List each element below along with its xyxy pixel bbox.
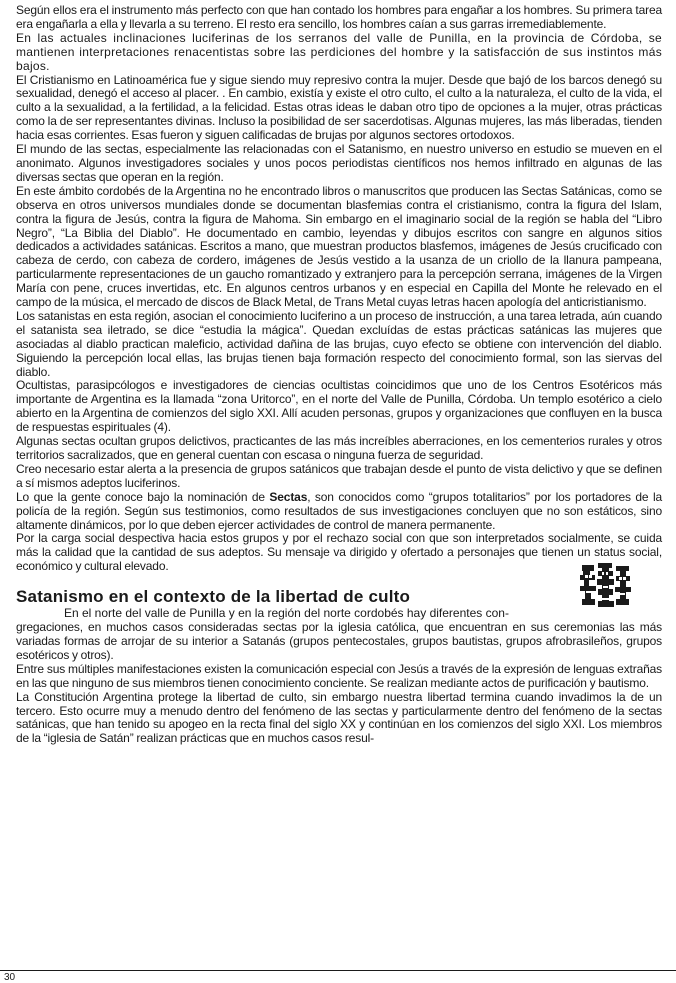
footer-divider: [0, 970, 676, 971]
paragraph-sectas-definition: [16, 491, 662, 533]
paragraph-luciferine-inclinations: En las actuales inclinaciones luciferinas de los serranos del valle de Punilla, en la provincia de Córdoba, se mantienen interpretaciones renacentistas sobre las perdiciones del hombre y la satisfacción de sus instintos más bajos.: [16, 30, 662, 73]
paragraph-criminal-groups: Algunas sectas ocultan grupos delictivos, practicantes de las más increíbles aberraciones, en los cementerios rurales y otros territorios sacralizados, que en general cuentan con escasa o ninguna fuerza de seguridad.: [16, 434, 662, 462]
page-number: 30: [4, 972, 16, 983]
document-page: [16, 4, 662, 746]
section-intro: En el norte del valle de Punilla y en la región del norte cordobés hay diferentes con-: [64, 606, 509, 621]
sectas-bold-term: Sectas: [269, 489, 308, 504]
paragraph-esoteric-centers: Ocultistas, parasipcólogos e investigadores de ciencias ocultistas coincidimos que uno de los Centros Esotéricos más importante de Argentina es la llamada “zona Uritorco”, en el norte del Valle de Punilla, Córdoba. Un templo esotérico a cielo abierto en la Argentina de comienzos del siglo XXI. Allí acuden personas, grupos y organizaciones que confluyen en la busca de respuestas espirituales (4).: [16, 378, 662, 435]
section-paragraph-constitution: La Constitución Argentina protege la libertad de culto, sin embargo nuestra libertad termina cuando invadimos la de un tercero. Esto ocurre muy a menudo dentro del fenómeno de las sectas y particularmente dentro del fenómeno de la sectas satánicas, que han tenido su apogeo en la recta final del siglo XX y continúan en los comienzos del siglo XXI. Los miembros de la “iglesia de Satán” realizan prácticas que en muchos casos resul-: [16, 689, 662, 746]
paragraph-satanists-instruction: Los satanistas en esta región, asocian el conocimiento luciferino a un proceso de instrucción, a una tarea letrada, aún cuando el satanista sea iletrado, se dice “estudia la mágica”. Quedan excluídas de estas prácticas satánicas las mujeres que asociadas al diablo practican maleficio, actividad dañina de las brujas, cuyo efecto se obtiene con intervención del diablo. Siguiendo la percepción local ellas, las brujas tienen baja formación respecto del conocimiento formal, son las siervas del diablo.: [16, 308, 662, 379]
section-heading-block: [16, 587, 662, 621]
sectas-text-after: , son conocidos como “grupos totalitarios” por los portadores de la policía de la región. Según sus testimonios, como resultados de sus investigaciones concluyen que no son estáticos, sino altamente dinámicos, por lo que deben ejercer actividades de control de manera permanente.: [16, 489, 662, 532]
carved-figures-emblem-icon: [576, 561, 634, 613]
section-paragraph-manifestations: Entre sus múltiples manifestaciones existen la comunicación especial con Jesús a través de la expresión de lenguas extrañas en las que ninguno de sus miembros tienen conocimiento conciente. Se realizan mediante actos de purificación y bautismo.: [16, 661, 662, 690]
paragraph-christianity: El Cristianismo en Latinoamérica fue y sigue siendo muy represivo contra la mujer. Desde que bajó de los barcos denegó su sexualidad, denegó el acceso al placer. . En cambio, existía y existe el otro culto, el culto a la naturaleza, el culto de la vida, el culto a la sexualidad, a la fertilidad, a la felicidad. Estas otras ideas le daban otro tipo de opciones a la mujer, otras prácticas como la de ser representantes divinas. Incluso la posibilidad de ser sacerdotisas. Algunas mujeres, las más liberadas, tienden hacia esas corrientes. Esas fueron y siguen calificadas de brujas por algunos sectores ortodoxos.: [16, 72, 662, 143]
paragraph-social-load: Por la carga social despectiva hacia estos grupos y por el rechazo social con que son interpretados socialmente, se cuida más la calidad que la cantidad de sus adeptos. Su mensaje va dirigido y ofertado a personajes que tienen un status social, económico y cultural elevado.: [16, 531, 662, 574]
paragraph-alert: Creo necesario estar alerta a la presencia de grupos satánicos que trabajan desde el punto de vista delictivo y que se definen a sí mismos adeptos luciferinos.: [16, 461, 662, 490]
sectas-text-before: Lo que la gente conoce bajo la nominación de: [16, 489, 270, 504]
paragraph-instrument: Según ellos era el instrumento más perfecto con que han contado los hombres para engañar a los hombres. Su primera tarea era engañarla a ella y llevarla a su terreno. El resto era sencillo, los hombres caían a sus garras irremediablemente.: [16, 3, 662, 31]
paragraph-cordoba-manuscripts: En este ámbito cordobés de la Argentina no he encontrado libros o manuscritos que producen las Sectas Satánicas, como se observa en otros universos mundiales donde se documentan blasfemias contra el cristianismo, contra la figura del Islam, contra la figura de Jesús, contra la figura de Mahoma. Sin embargo en el imaginario social de la región se habla del “Libro Negro”, “La Biblia del Diablo”. He documentado en cambio, leyendas y dibujos escritos con sangre en algunos sitios dedicados a actividades satánicas. Escritos a mano, que muestran productos blasfemos, imágenes de Jesús crucificado con cabeza de cerdo, con cabeza de cordero, imágenes de Jesús vestido a la usanza de un criollo de la llanura pampeana, particularmente representaciones de un gaucho romantizado y extranjero para la percepción serrana, imágenes de la Virgen María con pene, cruces invertidas, etc. En algunos centros urbanos y en especial en Capilla del Monte he relevado en el campo de la música, el mercado de discos de Black Metal, de Trans Metal cuyas letras hacen apología del anticristianismo.: [16, 183, 662, 310]
section-title: Satanismo en el contexto de la libertad de culto: [16, 587, 411, 607]
paragraph-sects-world: El mundo de las sectas, especialmente las relacionadas con el Satanismo, en nuestro universo en estudio se mueven en el anonimato. Algunos investigadores sociales y unos pocos periodistas científicos nos hemos infiltrado en algunas de las diversas sectas que operan en la región.: [16, 142, 662, 184]
section-paragraph-congregations: gregaciones, en muchos casos consideradas sectas por la iglesia católica, que encuentran en sus ceremonias las más variadas formas de arrojar de su interior a Satanás (grupos pentecostales, grupos bautistas, grupos afrobrasileños, grupos esotéricos y otros).: [16, 620, 662, 662]
